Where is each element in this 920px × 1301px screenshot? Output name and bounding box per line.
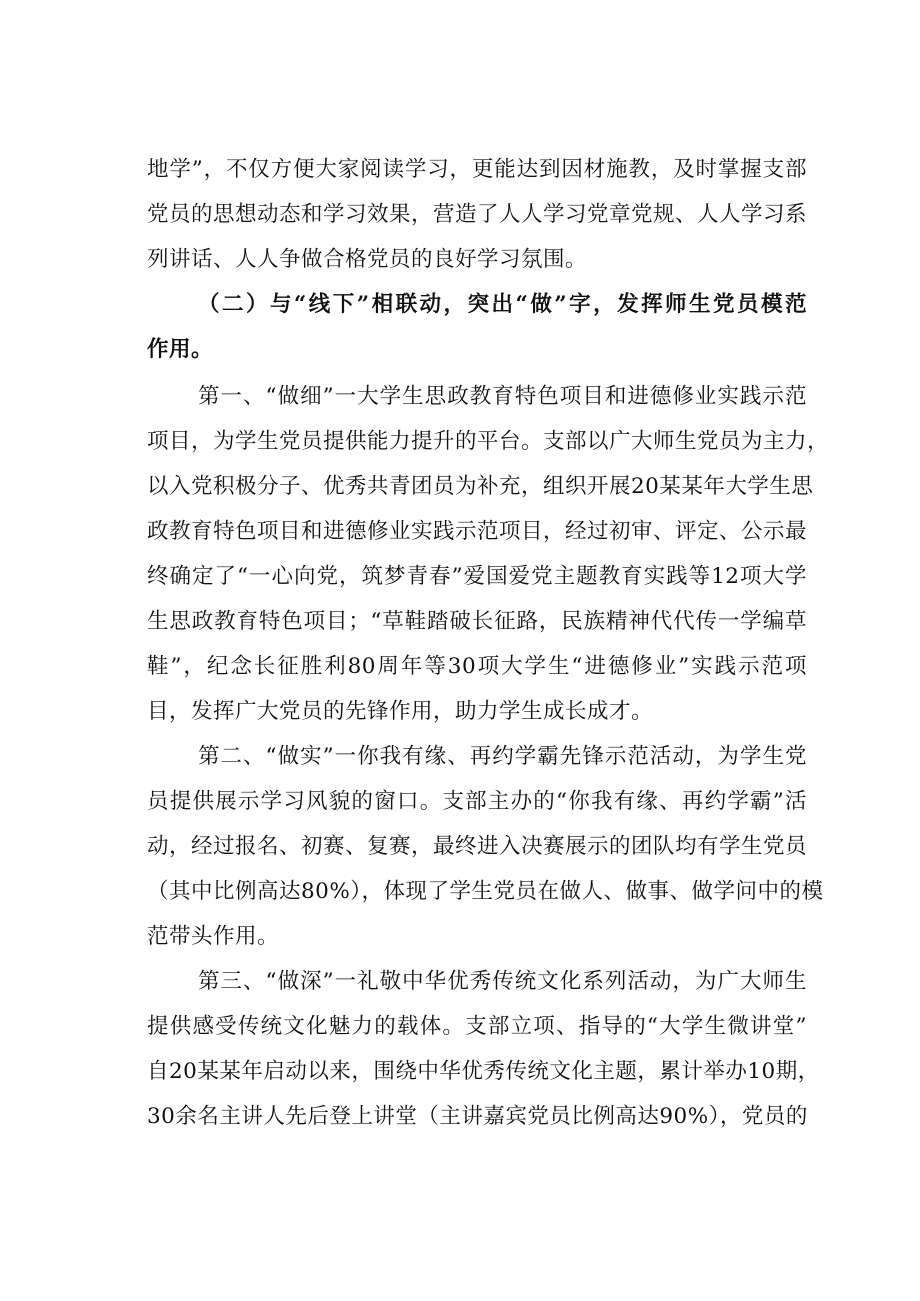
paragraph-line: 以入党积极分子、优秀共青团员为补充，组织开展20某某年大学生思 bbox=[147, 474, 814, 499]
section-heading: （二）与“线下”相联动，突出“做”字，发挥师生党员模范 bbox=[198, 292, 807, 317]
paragraph-line: 范带头作用。 bbox=[147, 924, 280, 949]
paragraph-line: 生思政教育特色项目；“草鞋踏破长征路，民族精神代代传一学编草 bbox=[147, 609, 807, 634]
paragraph-line: 项目，为学生党员提供能力提升的平台。支部以广大师生党员为主力， bbox=[147, 429, 830, 454]
paragraph-line: 员提供展示学习风貌的窗口。支部主办的“你我有缘、再约学霸”活 bbox=[147, 789, 807, 814]
paragraph-line: 党员的思想动态和学习效果，营造了人人学习党章党规、人人学习系 bbox=[147, 202, 808, 227]
paragraph-line: 自20某某年启动以来，围绕中华优秀传统文化主题，累计举办10期， bbox=[147, 1059, 820, 1084]
paragraph-line: 鞋”，纪念长征胜利80周年等30项大学生“进德修业”实践示范项 bbox=[147, 654, 807, 679]
paragraph-line: 动，经过报名、初赛、复赛，最终进入决赛展示的团队均有学生党员 bbox=[147, 834, 808, 859]
paragraph-line: 30余名主讲人先后登上讲堂（主讲嘉宾党员比例高达90%），党员的 bbox=[147, 1104, 808, 1129]
paragraph-line: 终确定了“一心向党，筑梦青春”爱国爱党主题教育实践等12项大学 bbox=[147, 564, 807, 589]
paragraph-line: 政教育特色项目和进德修业实践示范项目，经过初审、评定、公示最 bbox=[147, 519, 808, 544]
paragraph-line: （其中比例高达80%），体现了学生党员在做人、做事、做学问中的模 bbox=[147, 879, 824, 904]
paragraph-line: 地学”，不仅方便大家阅读学习，更能达到因材施教，及时掌握支部 bbox=[147, 157, 807, 182]
section-heading: 作用。 bbox=[147, 337, 214, 362]
paragraph-line: 第三、“做深”一礼敬中华优秀传统文化系列活动，为广大师生 bbox=[198, 969, 807, 994]
paragraph-line: 提供感受传统文化魅力的载体。支部立项、指导的“大学生微讲堂” bbox=[147, 1014, 807, 1039]
paragraph-line: 列讲话、人人争做合格党员的良好学习氛围。 bbox=[147, 247, 588, 272]
paragraph-line: 第一、“做细”一大学生思政教育特色项目和进德修业实践示范 bbox=[198, 384, 807, 409]
paragraph-line: 第二、“做实”一你我有缘、再约学霸先锋示范活动，为学生党 bbox=[198, 744, 807, 769]
paragraph-line: 目，发挥广大党员的先锋作用，助力学生成长成才。 bbox=[147, 699, 654, 724]
